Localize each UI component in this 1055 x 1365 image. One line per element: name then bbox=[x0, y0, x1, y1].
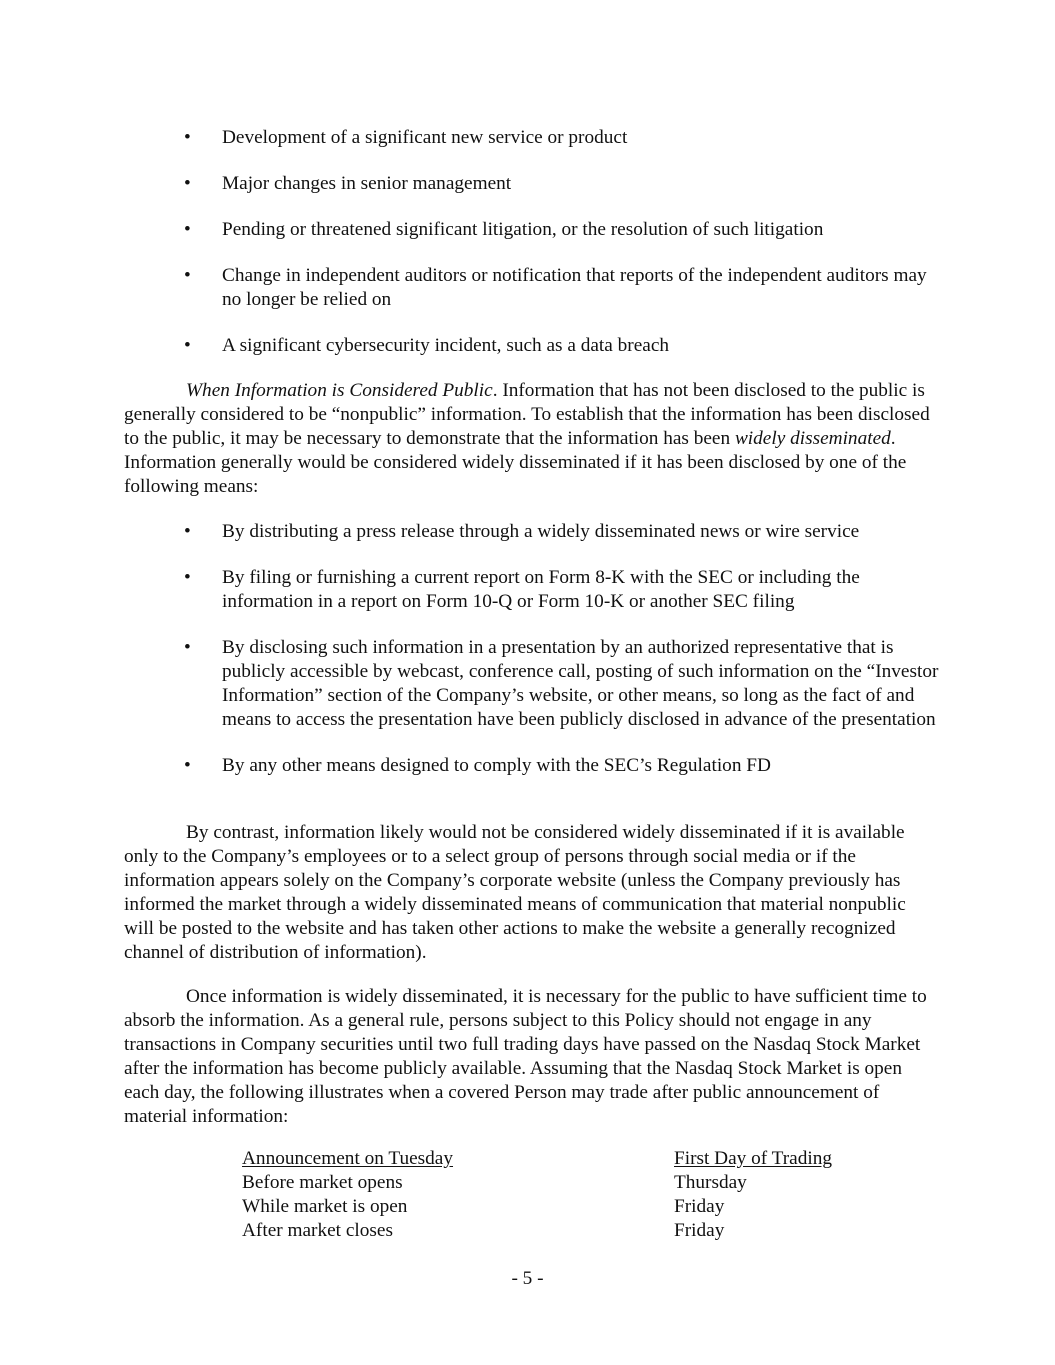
column-header-announcement: Announcement on Tuesday bbox=[242, 1148, 454, 1169]
list-item-text: A significant cybersecurity incident, such as a data breach bbox=[222, 335, 670, 356]
bullet-icon: • bbox=[184, 127, 191, 148]
page-number: - 5 - bbox=[511, 1268, 544, 1289]
trading-window-paragraph: Once information is widely disseminated, it is necessary for the public to have sufficient time to absorb the information. As a general rule, persons subject to this Policy should not engage in any transactions in Company securities until two full trading days have passed on the Nasdaq Stock Market after the information has become publicly available. Assuming that the Nasdaq Stock Market is open each day, the following illustrates when a covered Person may trade after public announcement of material information: bbox=[124, 986, 927, 1127]
list-item bbox=[184, 754, 944, 778]
first-day-cell: Friday bbox=[674, 1196, 725, 1217]
bullet-icon: • bbox=[184, 567, 191, 588]
list-item-text: By disclosing such information in a presentation by an authorized representative that is publicly accessible by webcast, conference call, posting of such information on the “Investor Information” section of the Company’s website, or other means, so long as the fact of and means to access the presentation have been publicly disclosed in advance of the presentation bbox=[222, 637, 939, 730]
list-item-text: Change in independent auditors or notification that reports of the independent auditors may no longer be relied on bbox=[222, 265, 927, 310]
list-item-text: Major changes in senior management bbox=[222, 173, 512, 194]
section-heading: When Information is Considered Public bbox=[186, 380, 493, 401]
list-item-text: Pending or threatened significant litigation, or the resolution of such litigation bbox=[222, 219, 824, 240]
bullet-icon: • bbox=[184, 335, 191, 356]
table-row bbox=[242, 1171, 882, 1195]
list-item bbox=[184, 566, 944, 614]
list-item-text: By distributing a press release through a widely disseminated news or wire service bbox=[222, 521, 860, 542]
announcement-cell: After market closes bbox=[242, 1220, 393, 1241]
paragraph-text: . Information that has not been disclosed to the public is generally considered to be “nonpublic” information. To establish that the information has been disclosed to the public, it may be necessary to demonstrate that the information has been bbox=[124, 380, 930, 449]
first-day-cell: Friday bbox=[674, 1220, 725, 1241]
table-header-row bbox=[242, 1147, 882, 1171]
bullet-icon: • bbox=[184, 265, 191, 286]
list-item bbox=[184, 126, 944, 150]
list-item-text: By filing or furnishing a current report on Form 8-K with the SEC or including the information in a report on Form 10-Q or Form 10-K or another SEC filing bbox=[222, 567, 860, 612]
emphasized-term: widely disseminated bbox=[734, 428, 891, 449]
list-item bbox=[184, 636, 944, 732]
dissemination-means-list bbox=[184, 520, 944, 778]
list-item bbox=[184, 520, 944, 544]
list-item bbox=[184, 218, 944, 242]
list-item-text: Development of a significant new service or product bbox=[222, 127, 628, 148]
bullet-icon: • bbox=[184, 219, 191, 240]
bullet-icon: • bbox=[184, 173, 191, 194]
bullet-icon: • bbox=[184, 755, 191, 776]
trading-schedule-table bbox=[242, 1147, 882, 1243]
list-item bbox=[184, 172, 944, 196]
list-item bbox=[184, 334, 944, 358]
first-day-cell: Thursday bbox=[674, 1172, 747, 1193]
announcement-cell: While market is open bbox=[242, 1196, 408, 1217]
public-information-paragraph bbox=[124, 379, 936, 499]
paragraph-text: . Information generally would be considered widely disseminated if it has been disclosed by one of the following means: bbox=[124, 428, 907, 497]
announcement-cell: Before market opens bbox=[242, 1172, 403, 1193]
table-row bbox=[242, 1219, 882, 1243]
bullet-icon: • bbox=[184, 637, 191, 658]
list-item-text: By any other means designed to comply with the SEC’s Regulation FD bbox=[222, 755, 771, 776]
table-row bbox=[242, 1195, 882, 1219]
list-item bbox=[184, 264, 944, 312]
contrast-paragraph: By contrast, information likely would not be considered widely disseminated if it is available only to the Company’s employees or to a select group of persons through social media or if the information appears solely on the Company’s corporate website (unless the Company previously has informed the market through a widely disseminated means of communication that material nonpublic will be posted to the website and has taken other actions to make the website a generally recognized channel of distribution of information). bbox=[124, 822, 906, 963]
column-header-first-day: First Day of Trading bbox=[674, 1148, 833, 1169]
material-events-list bbox=[184, 126, 944, 358]
bullet-icon: • bbox=[184, 521, 191, 542]
